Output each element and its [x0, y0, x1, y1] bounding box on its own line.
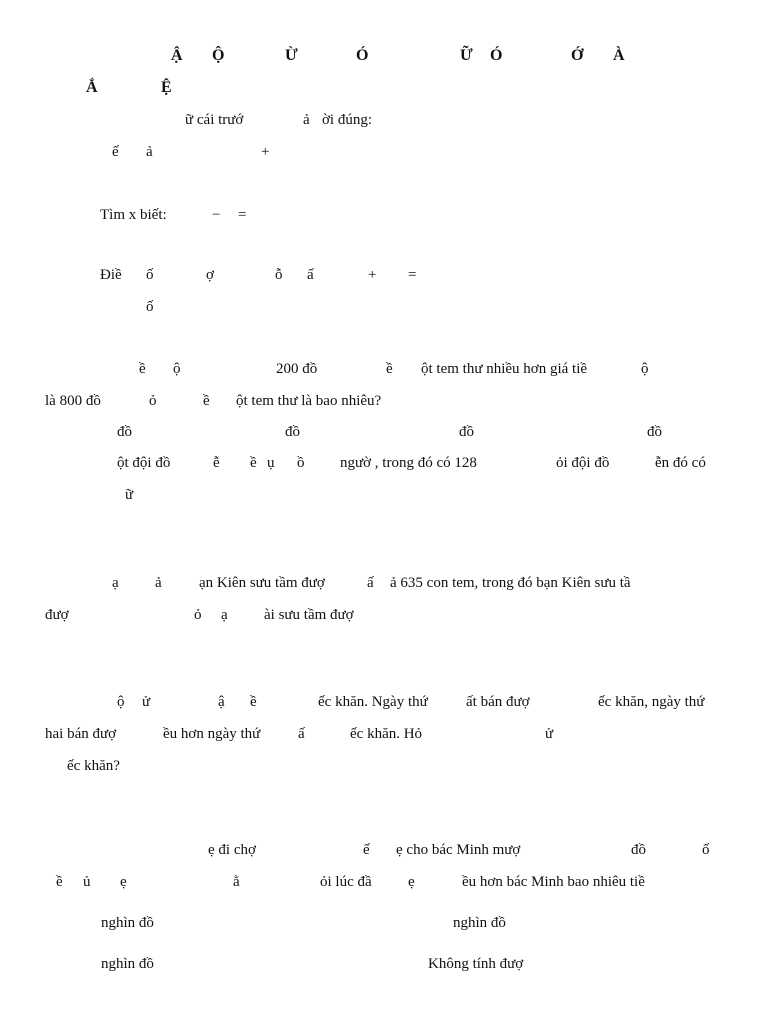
title-fragment: Ắ: [86, 79, 98, 96]
answer-option: nghìn đồ: [101, 956, 154, 972]
q6-fragment: ài sưu tầm đượ: [264, 607, 354, 623]
q7-fragment: ếc khăn. Hỏ: [350, 726, 423, 742]
q5-fragment: ột đội đồ: [117, 455, 171, 471]
q5-fragment: ề: [250, 455, 257, 471]
q6-fragment: đượ: [45, 607, 69, 623]
q8-fragment: ẹ: [408, 874, 415, 890]
q3-fragment: ấ: [307, 267, 314, 283]
q5-fragment: ngườ , trong đó có 128: [340, 455, 477, 471]
q7-fragment: ếc khăn?: [67, 758, 120, 774]
title-fragment: Ộ: [212, 47, 225, 64]
q4-fragment: ề: [386, 361, 393, 377]
q2-fragment: Tìm x biết:: [100, 207, 167, 223]
answer-option: Không tính đượ: [428, 956, 524, 972]
q7-fragment: ậ: [218, 694, 225, 710]
q8-fragment: ề: [56, 874, 63, 890]
q7-fragment: ử: [545, 726, 554, 742]
instruction-fragment: ả: [303, 112, 310, 128]
q8-fragment: ỏi lúc đầ: [320, 874, 372, 890]
q8-fragment: ố: [702, 842, 710, 858]
q4-fragment: ỏ: [149, 393, 157, 409]
q5-fragment: ụ: [267, 455, 275, 471]
q2-fragment: −: [212, 207, 221, 223]
q4-fragment: ột tem thư là bao nhiêu?: [236, 393, 382, 409]
q8-fragment: ẹ đi chợ: [208, 842, 256, 858]
q4-fragment: là 800 đồ: [45, 393, 101, 409]
q6-fragment: ạ: [112, 575, 119, 591]
q6-fragment: ả: [155, 575, 162, 591]
title-fragment: Ừ: [285, 47, 298, 64]
q7-fragment: hai bán đượ: [45, 726, 117, 742]
q6-fragment: ấ: [367, 575, 374, 591]
q7-fragment: ất bán đượ: [466, 694, 530, 710]
q1-fragment: ả: [146, 144, 153, 160]
instruction-fragment: ời đúng:: [322, 112, 373, 128]
q3-fragment: ỗ: [275, 267, 283, 283]
q6-fragment: ả 635 con tem, trong đó bạn Kiên sưu tầ: [390, 575, 631, 591]
title-fragment: Ệ: [161, 79, 172, 96]
q4-fragment: ộ: [641, 361, 649, 377]
answer-option: đồ: [647, 424, 662, 440]
q7-fragment: ều hơn ngày thứ: [163, 726, 261, 742]
q5-fragment: ỏi đội đồ: [556, 455, 610, 471]
q4-fragment: ề: [139, 361, 146, 377]
answer-option: đồ: [459, 424, 474, 440]
answer-option: đồ: [285, 424, 300, 440]
q3-fragment: ố: [146, 267, 154, 283]
answer-option: nghìn đồ: [101, 915, 154, 931]
q4-fragment: ề: [203, 393, 210, 409]
q8-fragment: ằ: [233, 874, 240, 890]
q8-fragment: ẹ: [120, 874, 127, 890]
title-fragment: Ữ: [460, 47, 473, 64]
q1-fragment: +: [261, 144, 270, 160]
q4-fragment: ột tem thư nhiều hơn giá tiề: [421, 361, 588, 377]
q8-fragment: ế: [363, 842, 370, 858]
q3-fragment: +: [368, 267, 377, 283]
q5-fragment: ồ: [297, 455, 305, 471]
q4-fragment: 200 đồ: [276, 361, 318, 377]
q7-fragment: ộ: [117, 694, 125, 710]
title-fragment: Ớ: [571, 47, 584, 64]
q2-fragment: =: [238, 207, 247, 223]
q6-fragment: ạ: [221, 607, 228, 623]
q8-fragment: ẹ cho bác Minh mượ: [396, 842, 521, 858]
q3-fragment: ố: [146, 299, 154, 315]
q3-fragment: ợ: [206, 267, 214, 283]
instruction-fragment: ữ cái trướ: [185, 112, 244, 128]
q1-fragment: ế: [112, 144, 119, 160]
q6-fragment: ạn Kiên sưu tầm đượ: [199, 575, 325, 591]
q7-fragment: ếc khăn. Ngày thứ: [318, 694, 428, 710]
title-fragment: Ó: [356, 47, 369, 64]
q5-fragment: ữ: [125, 487, 134, 503]
q7-fragment: ấ: [298, 726, 305, 742]
q6-fragment: ỏ: [194, 607, 202, 623]
title-fragment: Ó: [490, 47, 503, 64]
q7-fragment: ếc khăn, ngày thứ: [598, 694, 705, 710]
q5-fragment: ễ: [213, 455, 220, 471]
q8-fragment: đồ: [631, 842, 646, 858]
q8-fragment: ủ: [83, 874, 91, 890]
answer-option: đồ: [117, 424, 132, 440]
title-fragment: À: [613, 47, 625, 64]
q5-fragment: ễn đó có: [655, 455, 706, 471]
q8-fragment: ều hơn bác Minh bao nhiêu tiề: [462, 874, 645, 890]
q3-fragment: =: [408, 267, 417, 283]
answer-option: nghìn đồ: [453, 915, 506, 931]
q3-fragment: Điề: [100, 267, 122, 283]
q4-fragment: ộ: [173, 361, 181, 377]
q7-fragment: ề: [250, 694, 257, 710]
title-fragment: Ậ: [171, 47, 183, 64]
q7-fragment: ử: [142, 694, 151, 710]
